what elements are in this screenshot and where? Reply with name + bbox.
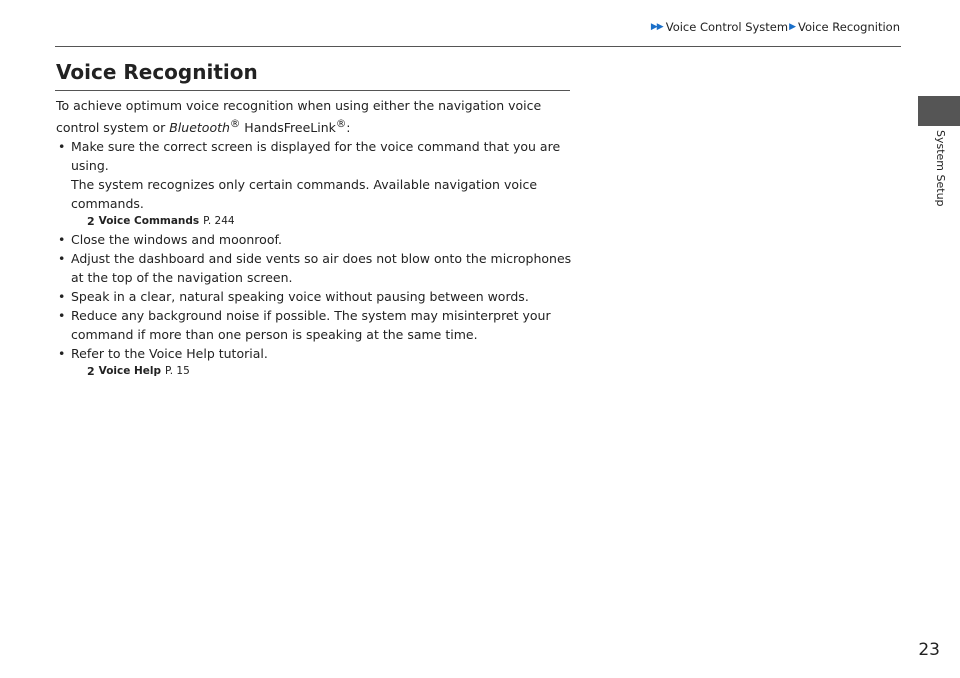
list-item: • Refer to the Voice Help tutorial. 2 Voice Help P. 15	[56, 344, 576, 380]
section-tab[interactable]	[918, 96, 960, 126]
breadcrumb-item-voice-control-system[interactable]: Voice Control System	[665, 20, 789, 34]
list-item: • Speak in a clear, natural speaking voice without pausing between words.	[56, 287, 576, 306]
bluetooth-brand: Bluetooth	[169, 120, 230, 136]
section-label: System Setup	[934, 130, 947, 207]
reference-page: P. 244	[203, 215, 235, 228]
page-title: Voice Recognition	[56, 60, 258, 84]
title-divider	[55, 90, 570, 91]
cross-reference-voice-help[interactable]	[71, 363, 576, 380]
double-arrow-icon: ▶▶	[650, 22, 663, 32]
intro-paragraph: To achieve optimum voice recognition when using either the navigation voice control system or Bluetooth® HandsFreeLink®:	[56, 98, 542, 136]
main-content	[56, 96, 576, 380]
breadcrumb-item-voice-recognition[interactable]: Voice Recognition	[798, 20, 900, 34]
reference-icon: 2	[87, 365, 95, 379]
reference-title: Voice Help	[98, 365, 162, 378]
cross-reference-voice-commands[interactable]	[71, 213, 576, 230]
list-item: • Reduce any background noise if possible. The system may misinterpret your command if more than one person is speaking at the same time.	[56, 306, 576, 344]
reference-title: Voice Commands	[98, 215, 200, 228]
reference-page: P. 15	[165, 365, 190, 378]
list-item: • Make sure the correct screen is displayed for the voice command that you are using. The system recognizes only certain commands. Available navigation voice commands. 2 Voice Commands P. 244	[56, 137, 576, 230]
page-number: 23	[918, 640, 940, 660]
arrow-icon: ▶	[789, 22, 796, 32]
list-item: • Adjust the dashboard and side vents so air does not blow onto the microphones at the top of the navigation screen.	[56, 249, 576, 287]
header-divider	[55, 46, 901, 47]
sub-text: The system recognizes only certain commands. Available navigation voice commands.	[71, 177, 538, 212]
list-item: • Close the windows and moonroof.	[56, 230, 576, 249]
tips-list	[56, 137, 576, 380]
reference-icon: 2	[87, 215, 95, 229]
breadcrumb	[651, 20, 900, 34]
